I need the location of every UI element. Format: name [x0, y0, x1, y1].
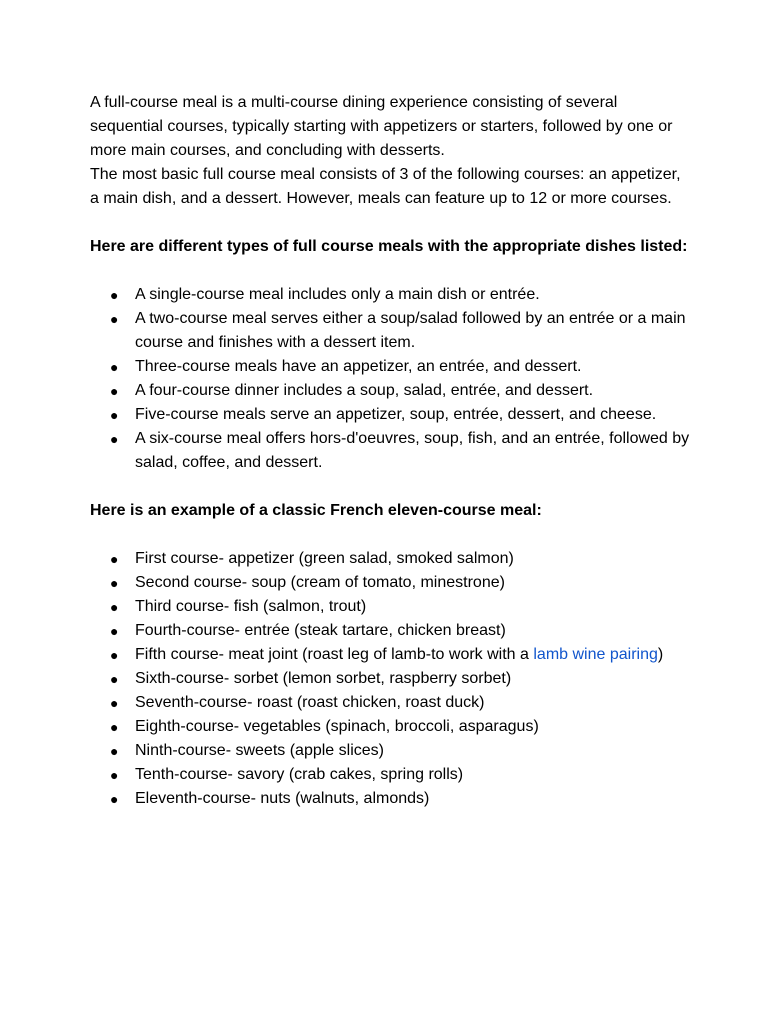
- list-item-text: A single-course meal includes only a main dish or entrée.: [135, 286, 540, 303]
- bullet-icon: ●: [110, 551, 119, 567]
- list-item-text: Seventh-course- roast (roast chicken, roast duck): [135, 694, 485, 711]
- bullet-icon: ●: [110, 383, 119, 399]
- list-item-text: Three-course meals have an appetizer, an entrée, and dessert.: [135, 358, 582, 375]
- lamb-wine-pairing-link[interactable]: lamb wine pairing: [533, 646, 658, 663]
- intro-paragraph-1: A full-course meal is a multi-course dining experience consisting of several sequential courses, typically starting with appetizers or starters, followed by one or more main courses, and concluding with desserts.: [90, 94, 673, 159]
- bullet-icon: ●: [110, 287, 119, 303]
- spacer: [90, 475, 690, 499]
- list-item: [90, 667, 690, 691]
- bullet-icon: ●: [110, 575, 119, 591]
- list-item-text: Second course- soup (cream of tomato, minestrone): [135, 574, 505, 591]
- list-item-text: A six-course meal offers hors-d'oeuvres, soup, fish, and an entrée, followed by salad, coffee, and dessert.: [135, 430, 690, 471]
- list-item-text: Fifth course- meat joint (roast leg of lamb-to work with a: [135, 646, 534, 663]
- list-item-text: Sixth-course- sorbet (lemon sorbet, raspberry sorbet): [135, 670, 512, 687]
- list-item-text: Fourth-course- entrée (steak tartare, chicken breast): [135, 622, 506, 639]
- list-item: [90, 355, 690, 379]
- spacer: [90, 211, 690, 235]
- spacer: [90, 259, 690, 283]
- intro-paragraph-2: The most basic full course meal consists of 3 of the following courses: an appetizer, a main dish, and a dessert. However, meals can feature up to 12 or more courses.: [90, 166, 681, 207]
- list-item-text: Eighth-course- vegetables (spinach, broccoli, asparagus): [135, 718, 539, 735]
- list-item: [90, 547, 690, 571]
- bullet-icon: ●: [110, 407, 119, 423]
- bullet-icon: ●: [110, 671, 119, 687]
- list-item: [90, 307, 690, 355]
- list-item: [90, 643, 690, 667]
- bullet-icon: ●: [110, 743, 119, 759]
- list-item: [90, 427, 690, 475]
- bullet-icon: ●: [110, 311, 119, 327]
- list-item: [90, 379, 690, 403]
- list-item: [90, 571, 690, 595]
- bullet-icon: ●: [110, 767, 119, 783]
- list-item-text: Tenth-course- savory (crab cakes, spring rolls): [135, 766, 464, 783]
- bullet-icon: ●: [110, 695, 119, 711]
- list-item: [90, 739, 690, 763]
- document-page: [90, 91, 690, 811]
- bullet-icon: ●: [110, 791, 119, 807]
- bullet-icon: ●: [110, 623, 119, 639]
- french-courses-list: [90, 547, 690, 811]
- list-item-text: First course- appetizer (green salad, smoked salmon): [135, 550, 514, 567]
- list-item: [90, 283, 690, 307]
- section-heading-french-meal: Here is an example of a classic French eleven-course meal:: [90, 502, 542, 519]
- section-heading-meal-types: Here are different types of full course meals with the appropriate dishes listed:: [90, 238, 688, 255]
- list-item-text-suffix: ): [657, 646, 664, 663]
- list-item-text: Eleventh-course- nuts (walnuts, almonds): [135, 790, 430, 807]
- bullet-icon: ●: [110, 599, 119, 615]
- list-item: [90, 763, 690, 787]
- list-item-text: Ninth-course- sweets (apple slices): [135, 742, 384, 759]
- list-item: [90, 619, 690, 643]
- bullet-icon: ●: [110, 647, 119, 663]
- list-item-text: A four-course dinner includes a soup, salad, entrée, and dessert.: [135, 382, 594, 399]
- bullet-icon: ●: [110, 719, 119, 735]
- spacer: [90, 523, 690, 547]
- list-item: [90, 691, 690, 715]
- list-item-text: Third course- fish (salmon, trout): [135, 598, 367, 615]
- meal-types-list: [90, 283, 690, 475]
- list-item: [90, 403, 690, 427]
- list-item: [90, 787, 690, 811]
- bullet-icon: ●: [110, 359, 119, 375]
- list-item-text: Five-course meals serve an appetizer, soup, entrée, dessert, and cheese.: [135, 406, 657, 423]
- list-item: [90, 715, 690, 739]
- bullet-icon: ●: [110, 431, 119, 447]
- list-item: [90, 595, 690, 619]
- list-item-text: A two-course meal serves either a soup/salad followed by an entrée or a main course and finishes with a dessert item.: [135, 310, 686, 351]
